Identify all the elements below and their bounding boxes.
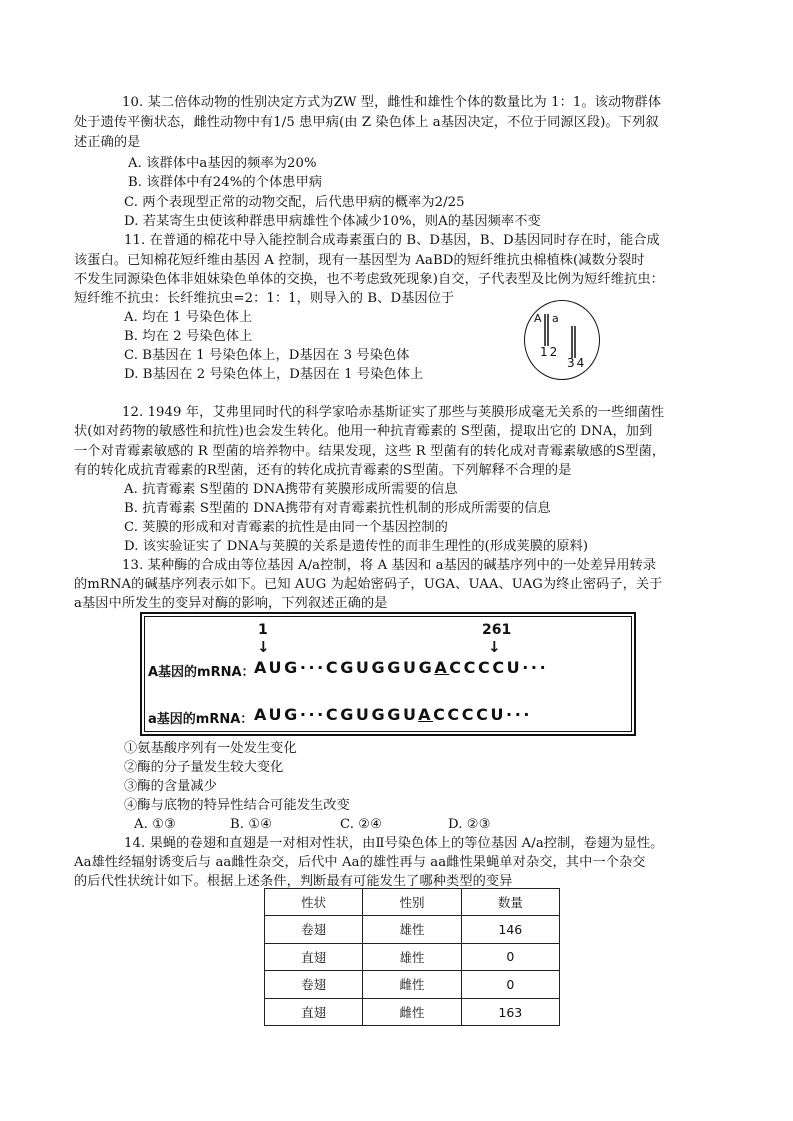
table-header: 性别: [363, 889, 461, 916]
q13-item-3: ③酶的含量减少: [124, 779, 218, 794]
q12-stem-line-4: 有的转化成抗青霉素的R型菌，还有的转化成抗青霉素的S型菌。下列解释不合理的是: [74, 463, 572, 478]
q11-option-b: B. 均在 2 号染色体上: [124, 329, 253, 344]
table-row: [265, 943, 560, 971]
q13-choice-a: A. ①③: [134, 817, 177, 832]
q13-item-1: ①氨基酸序列有一处发生变化: [124, 741, 297, 756]
q13-choice-c: C. ②④: [340, 817, 383, 832]
table-header-row: [265, 889, 560, 916]
q12-option-a: A. 抗青霉素 S型菌的 DNA携带有荚膜形成所需要的信息: [124, 482, 458, 497]
q14-stem-line-3: 的后代性状统计如下。根据上述条件，判断最有可能发生了哪种类型的变异: [74, 874, 513, 889]
q11-stem-line-3: 不发生同源染色体非姐妹染色单体的交换，也不考虑致死现象)自交，子代表型及比例为短纤维抗虫：: [74, 272, 664, 287]
table-cell: 雄性: [363, 916, 461, 944]
table-cell: 卷翅: [265, 971, 363, 999]
q10-option-b: B. 该群体中有24%的个体患甲病: [128, 175, 323, 190]
q13-choice-b: B. ①④: [230, 817, 273, 832]
q12-option-b: B. 抗青霉素 S型菌的 DNA携带有对青霉素抗性机制的形成所需要的信息: [124, 501, 551, 516]
q10-stem-line-1: 10. 某二倍体动物的性别决定方式为ZW 型，雌性和雄性个体的数量比为 1：1。该动物群体: [122, 95, 662, 110]
q13-choice-d: D. ②③: [448, 817, 491, 832]
q10-option-c: C. 两个表现型正常的动物交配，后代患甲病的概率为2/25: [124, 195, 465, 210]
table-header: 性状: [265, 889, 363, 916]
table-cell: 0: [461, 943, 559, 971]
q11-stem-line-2: 该蛋白。已知棉花短纤维由基因 A 控制，现有一基因型为 AaBD的短纤维抗虫棉植株(减数分裂时: [74, 253, 645, 268]
q14-stem-line-1: 14. 果蝇的卷翅和直翅是一对相对性状，由Ⅱ号染色体上的等位基因 A/a控制，卷翅为显性。: [124, 836, 664, 851]
q12-option-c: C. 荚膜的形成和对青霉素的抗性是由同一个基因控制的: [124, 520, 448, 535]
table-cell: 直翅: [265, 998, 363, 1026]
table-cell: 雌性: [363, 998, 461, 1026]
A-mrna-mutation-site: A: [434, 658, 450, 677]
a-mrna-label: a基因的mRNA：: [148, 712, 254, 727]
table-cell: 直翅: [265, 943, 363, 971]
q12-stem-line-3: 一个对青霉素敏感的 R 型菌的培养物中。结果发现，这些 R 型菌有的转化成对青霉素敏感的S型菌，: [74, 444, 666, 459]
q12-stem-line-2: 状(如对药物的敏感性和抗性)也会发生转化。他用一种抗青霉素的 S型菌，提取出它的 DNA，加到: [74, 424, 653, 439]
table-cell: 卷翅: [265, 916, 363, 944]
offspring-statistics-table: [264, 888, 560, 1026]
a-mrna-sequence: AUG···CGUGGUACCCCU···: [254, 705, 533, 724]
A-mrna-label: A基因的mRNA：: [148, 665, 255, 680]
table-row: [265, 916, 560, 944]
q13-stem-line-2: 的mRNA的碱基序列表示如下。已知 AUG 为起始密码子，UGA、UAA、UAG为终止密码子，关于: [74, 577, 663, 592]
A-mrna-sequence: AUG···CGUGGUGACCCCU···: [254, 658, 549, 677]
a-mrna-mutation-site: A: [418, 705, 434, 724]
table-cell: 雌性: [363, 971, 461, 999]
q13-stem-line-3: a基因中所发生的变异对酶的影响，下列叙述正确的是: [74, 596, 388, 611]
position-1-label: 1: [258, 622, 268, 638]
q10-stem-line-2: 处于遗传平衡状态，雌性动物中有1/5 患甲病(由 Z 染色体上 a基因决定，不位于同源区段)。下列叙: [74, 115, 659, 130]
q12-option-d: D. 该实验证实了 DNA与荚膜的关系是遗传性的而非生理性的(形成荚膜的原料): [124, 539, 589, 554]
table-cell: 0: [461, 971, 559, 999]
gene-a-label: a: [552, 312, 559, 325]
table-header: 数量: [461, 889, 559, 916]
q10-stem-line-3: 述正确的是: [74, 135, 141, 150]
position-261-label: 261: [482, 622, 512, 638]
q13-item-4: ④酶与底物的特异性结合可能发生改变: [124, 798, 350, 813]
q12-stem-line-1: 12. 1949 年，艾弗里同时代的科学家哈赤基斯证实了那些与荚膜形成毫无关系的一些细菌性: [122, 405, 665, 420]
q10-option-d: D. 若某寄生虫使该种群患甲病雄性个体减少10%，则A的基因频率不变: [124, 214, 541, 229]
table-row: [265, 998, 560, 1026]
table-cell: 146: [461, 916, 559, 944]
chrom-34-label: 34: [567, 356, 587, 370]
mrna-comparison-figure: [140, 612, 636, 736]
position-1-arrow: ↓: [257, 638, 270, 656]
q11-option-d: D. B基因在 2 号染色体上，D基因在 1 号染色体上: [124, 367, 424, 382]
chrom-12-label: 12: [540, 345, 560, 359]
gene-A-label: A: [534, 312, 542, 325]
q11-stem-line-1: 11. 在普通的棉花中导入能控制合成毒素蛋白的 B、D基因，B、D基因同时存在时，能合成: [124, 233, 660, 248]
table-cell: 163: [461, 998, 559, 1026]
q11-stem-line-4: 短纤维不抗虫：长纤维抗虫=2：1：1，则导入的 B、D基因位于: [74, 291, 455, 306]
q11-option-a: A. 均在 1 号染色体上: [124, 310, 253, 325]
q13-item-2: ②酶的分子量发生较大变化: [124, 760, 284, 775]
table-cell: 雄性: [363, 943, 461, 971]
q13-stem-line-1: 13. 某种酶的合成由等位基因 A/a控制，将 A 基因和 a基因的碱基序列中的一处差异用转录: [122, 558, 657, 573]
q10-option-a: A. 该群体中a基因的频率为20%: [128, 156, 317, 171]
q11-option-c: C. B基因在 1 号染色体上，D基因在 3 号染色体: [124, 348, 410, 363]
table-row: [265, 971, 560, 999]
q14-stem-line-2: Aa雄性经辐射诱变后与 aa雌性杂交，后代中 Aa的雄性再与 aa雌性果蝇单对杂交，其中一个杂交: [74, 855, 646, 870]
position-261-arrow: ↓: [488, 638, 501, 656]
